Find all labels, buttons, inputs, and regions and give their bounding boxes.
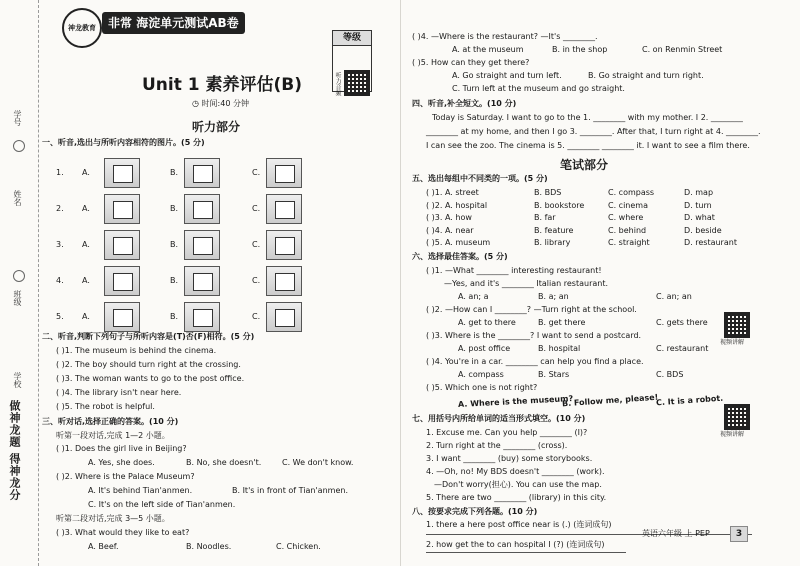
s1-option-a-label: A. [82, 204, 90, 213]
s3-part2: 听第二段对话,完成 3—5 小题。 [56, 514, 170, 523]
s3-title: 三、听对话,选择正确的答案。(10 分) [42, 417, 179, 426]
series-banner [102, 12, 245, 34]
s6-q2-opt-c: C. gets there [656, 318, 708, 327]
s6-q1: ( )1. —What ________ interesting restaurant! [426, 266, 602, 275]
s7-item-3: 3. I want ________ (buy) some storybooks. [426, 454, 593, 463]
r-q4-opt-a: A. at the museum [452, 45, 524, 54]
s3-q2-opt-b: B. It's in front of Tian'anmen. [232, 486, 348, 495]
s5-cell: D. restaurant [684, 238, 737, 247]
r-q4-opt-b: B. in the shop [552, 45, 608, 54]
right-page [412, 0, 761, 566]
gutter-slogan: 做神龙题 得神龙分 [8, 400, 21, 501]
r-q4: ( )4. —Where is the restaurant? —It's ________. [412, 32, 598, 41]
s1-picture-b [184, 194, 220, 224]
s8-answer-line-2[interactable] [426, 552, 626, 553]
s6-q2-opt-a: A. get to there [458, 318, 516, 327]
time-limit [192, 98, 249, 109]
s6-q4-opt-b: B. Stars [538, 370, 570, 379]
s1-option-b-label: B. [170, 204, 179, 213]
s8-q1: 1. there a here post office near is (.) (连词成句) [426, 520, 612, 529]
s5-cell: ( )1. A. street [426, 188, 479, 197]
s1-option-b-label: B. [170, 240, 179, 249]
binding-hole [13, 140, 25, 152]
s8-q2: 2. how get the to can hospital I (?) (连词成句) [426, 540, 605, 549]
s4-line-2: ________ at my home, and then I go 3. ________. After that, I turn right at 4. ________. [426, 127, 761, 136]
r-q5-opt-b: B. Go straight and turn right. [588, 71, 704, 80]
s7-item-4b: —Don't worry(担心). You can use the map. [434, 480, 602, 489]
s6-q4-opt-a: A. compass [458, 370, 504, 379]
written-heading: 笔试部分 [560, 158, 609, 172]
s5-cell: ( )3. A. how [426, 213, 472, 222]
s5-cell: C. compass [608, 188, 655, 197]
r-q4-opt-c: C. on Renmin Street [642, 45, 723, 54]
s6-q2-opt-b: B. get there [538, 318, 586, 327]
s1-picture-a [104, 266, 140, 296]
s5-cell: B. feature [534, 225, 574, 235]
s2-item-2: ( )2. The boy should turn right at the crossing. [56, 360, 241, 369]
s5-cell: D. turn [684, 200, 712, 210]
s1-option-b-label: B. [170, 276, 179, 285]
s1-option-c-label: C. [252, 204, 261, 213]
publisher-logo: 神龙教育 [62, 8, 102, 48]
s1-picture-b [184, 158, 220, 188]
s1-title: 一、听音,选出与所听内容相符的图片。(5 分) [42, 138, 205, 147]
s1-picture-a [104, 158, 140, 188]
video-qr-code-2[interactable] [724, 404, 750, 430]
s6-q5-opt-c: C. It is a robot. [655, 393, 724, 408]
s6-q3-opt-c: C. restaurant [656, 344, 709, 353]
page-fold [400, 0, 401, 566]
s5-cell: C. behind [608, 225, 647, 235]
s7-title: 七、用括号内所给单词的适当形式填空。(10 分) [412, 414, 586, 423]
s7-item-1: 1. Excuse me. Can you help ________ (I)? [426, 428, 588, 437]
grade-label: 等级 [333, 31, 371, 46]
s8-title: 八、按要求完成下列各题。(10 分) [412, 507, 538, 516]
s1-picture-c [266, 158, 302, 188]
gutter-field-class: 班级 [13, 290, 22, 306]
listening-heading: 听力部分 [192, 120, 241, 134]
s5-cell: D. beside [684, 225, 722, 235]
brand-text: 非常 [108, 16, 133, 30]
s5-cell: B. far [534, 213, 556, 222]
s3-q2: ( )2. Where is the Palace Museum? [56, 472, 195, 481]
s3-q1-opt-b: B. No, she doesn't. [186, 458, 262, 467]
s6-q1-opt-c: C. an; an [656, 292, 692, 301]
s7-item-5: 5. There are two ________ (library) in this city. [426, 493, 607, 502]
s6-title: 六、选择最佳答案。(5 分) [412, 252, 508, 261]
s5-cell: B. BDS [534, 188, 562, 197]
s1-picture-b [184, 302, 220, 332]
s1-picture-c [266, 266, 302, 296]
s2-item-4: ( )4. The library isn't near here. [56, 388, 182, 397]
s6-q4-opt-c: C. BDS [656, 370, 684, 379]
s1-picture-b [184, 266, 220, 296]
s6-q1-opt-b: B. a; an [538, 292, 569, 301]
s5-cell: ( )5. A. museum [426, 238, 491, 247]
s6-q5-opt-b: B. Follow me, please! [561, 392, 659, 409]
s1-row-number: 4. [56, 276, 64, 285]
s1-picture-c [266, 194, 302, 224]
s1-option-c-label: C. [252, 240, 261, 249]
time-text: 时间:40 分钟 [201, 99, 249, 108]
s1-picture-b [184, 230, 220, 260]
s1-option-c-label: C. [252, 276, 261, 285]
s1-picture-a [104, 302, 140, 332]
s1-picture-a [104, 230, 140, 260]
s2-title: 二、听音,判断下列句子与所听内容是(T)否(F)相符。(5 分) [42, 332, 255, 341]
s1-option-c-label: C. [252, 312, 261, 321]
s6-q3-opt-a: A. post office [458, 344, 511, 353]
s6-q5-opt-a: A. Where is the museum? [457, 393, 574, 410]
s3-q3: ( )3. What would they like to eat? [56, 528, 190, 537]
gutter-field-school: 学校 [13, 372, 22, 388]
r-q5: ( )5. How can they get there? [412, 58, 530, 67]
s1-picture-a [104, 194, 140, 224]
s5-cell: D. map [684, 188, 714, 197]
video-qr-code-1[interactable] [724, 312, 750, 338]
video-qr-label-1: 视频讲解 [720, 339, 745, 346]
s5-cell: C. straight [608, 238, 650, 247]
s1-option-a-label: A. [82, 168, 90, 177]
s6-q5: ( )5. Which one is not right? [426, 383, 538, 392]
s6-q1-reply: —Yes, and it's ________ Italian restaurant. [444, 279, 609, 288]
s4-line-1: Today is Saturday. I want to go to the 1. ________ with my mother. I 2. ________ [432, 113, 743, 122]
s4-line-3: I can see the zoo. The cinema is 5. ________ ________ it. I want to see a film there. [426, 141, 750, 150]
s6-q3: ( )3. Where is the ________? I want to send a postcard. [426, 331, 642, 340]
page-title: Unit 1 素养评估(B) [142, 75, 303, 95]
gutter-field-name: 姓名 [13, 190, 22, 206]
s1-option-a-label: A. [82, 312, 90, 321]
s1-option-a-label: A. [82, 276, 90, 285]
s3-q3-opt-b: B. Noodles. [186, 542, 232, 551]
s5-cell: B. bookstore [534, 200, 585, 210]
s1-row-number: 1. [56, 168, 64, 177]
r-q5-opt-c: C. Turn left at the museum and go straight. [452, 84, 625, 93]
s1-option-c-label: C. [252, 168, 261, 177]
s7-item-4: 4. —Oh, no! My BDS doesn't ________ (work). [426, 467, 605, 476]
s1-picture-c [266, 302, 302, 332]
video-qr-label-2: 视频讲解 [720, 431, 745, 438]
s5-cell: ( )2. A. hospital [426, 200, 488, 210]
s6-q4: ( )4. You're in a car. ________ can help you find a place. [426, 357, 644, 366]
audio-qr-note: 听力音频 [334, 72, 341, 96]
s1-option-b-label: B. [170, 168, 179, 177]
page-footer: 英语六年级 上 PEP [642, 529, 710, 538]
binding-gutter [0, 0, 39, 566]
left-page [42, 0, 382, 566]
s3-q1-opt-a: A. Yes, she does. [88, 458, 155, 467]
s7-item-2: 2. Turn right at the ________ (cross). [426, 441, 568, 450]
s3-q1-opt-c: C. We don't know. [282, 458, 354, 467]
s1-row-number: 5. [56, 312, 64, 321]
s5-cell: B. library [534, 238, 571, 247]
s2-item-5: ( )5. The robot is helpful. [56, 402, 155, 411]
s1-option-a-label: A. [82, 240, 90, 249]
s5-cell: D. what [684, 213, 715, 222]
s3-q3-opt-c: C. Chicken. [276, 542, 321, 551]
r-q5-opt-a: A. Go straight and turn left. [452, 71, 562, 80]
s2-item-3: ( )3. The woman wants to go to the post office. [56, 374, 245, 383]
s1-row-number: 2. [56, 204, 64, 213]
binding-hole [13, 270, 25, 282]
audio-qr-code[interactable] [344, 70, 370, 96]
s5-cell: C. cinema [608, 200, 648, 210]
s3-q3-opt-a: A. Beef. [88, 542, 119, 551]
s1-option-b-label: B. [170, 312, 179, 321]
s3-q2-opt-a: A. It's behind Tian'anmen. [88, 486, 193, 495]
s6-q2: ( )2. —How can I ________? —Turn right at the school. [426, 305, 637, 314]
s5-title: 五、选出每组中不同类的一项。(5 分) [412, 174, 548, 183]
s2-item-1: ( )1. The museum is behind the cinema. [56, 346, 217, 355]
s3-part1: 听第一段对话,完成 1—2 小题。 [56, 431, 170, 440]
s5-cell: C. where [608, 213, 644, 222]
s3-q1: ( )1. Does the girl live in Beijing? [56, 444, 187, 453]
s4-title: 四、听音,补全短文。(10 分) [412, 99, 517, 108]
s5-cell: ( )4. A. near [426, 225, 474, 235]
s1-row-number: 3. [56, 240, 64, 249]
s6-q3-opt-b: B. hospital [538, 344, 581, 353]
page-number: 3 [730, 526, 748, 542]
gutter-field-number: 学号 [13, 110, 22, 126]
s3-q2-opt-c: C. It's on the left side of Tian'anmen. [88, 500, 236, 509]
clock-icon: ◷ [192, 99, 199, 108]
s1-picture-c [266, 230, 302, 260]
s6-q1-opt-a: A. an; a [458, 292, 489, 301]
banner-text: 海淀单元测试AB卷 [136, 16, 239, 30]
